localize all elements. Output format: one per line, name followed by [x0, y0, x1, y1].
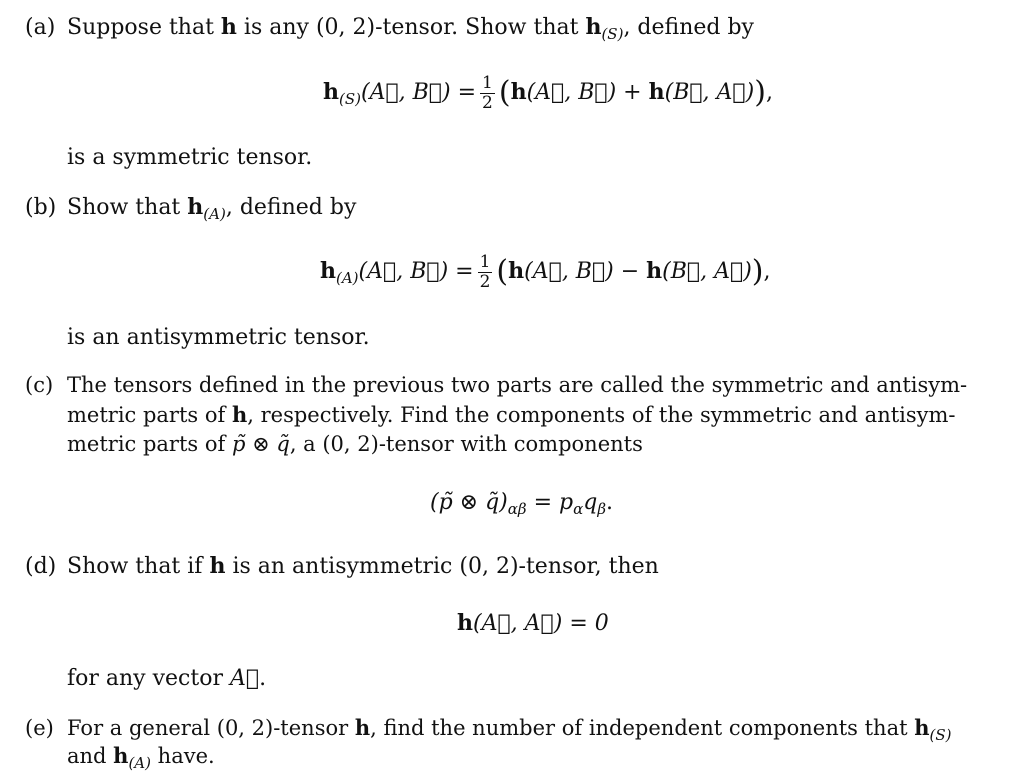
part-b-statement: (b) Show that $h_{(A)}$, defined by [25, 194, 357, 223]
part-d-equation: h(A⃗, A⃗) = 0 [457, 610, 609, 636]
part-c-line-3: metric parts of p̃ ⊗ q̃, a (0, 2)-tensor with components [67, 432, 643, 456]
part-a-equation: $h_{(S)}(A⃗$, B⃗) = $\frac{1}{2}$ (h(A⃗, B⃗) + h(B⃗, A⃗)), [323, 73, 773, 113]
part-b-equation: $h_{(A)}(A⃗$, B⃗) = $\frac{1}{2}$ (h(A⃗, B⃗) − h(B⃗, A⃗)), [320, 252, 771, 292]
part-c-line-1: (c) The tensors defined in the previous two parts are called the symmetric and antisym- [25, 373, 968, 397]
part-e-label: (e) [25, 716, 54, 740]
part-c-equation: (p̃ ⊗ $q̃)_{\alpha\beta} = p_\alpha q_\beta$. [430, 490, 613, 518]
part-e-line-1: (e) For a general (0, 2)-tensor h, find the number of independent components that $h_{(S)}$ [25, 715, 952, 744]
part-b-label: (b) [25, 195, 57, 220]
part-a-conclusion: is a symmetric tensor. [67, 145, 313, 170]
part-a-label: (a) [25, 15, 56, 40]
half-fraction: $\frac{1}{2}$ [482, 73, 493, 113]
half-fraction: $\frac{1}{2}$ [479, 252, 491, 292]
part-b-conclusion: is an antisymmetric tensor. [67, 325, 370, 350]
part-d-statement: (d) Show that if h is an antisymmetric (0, 2)-tensor, then [25, 553, 659, 579]
part-e-line-2: and $h_{(A)}$ have. [67, 743, 215, 772]
part-c-label: (c) [25, 373, 54, 397]
part-d-conclusion: for any vector A⃗. [67, 666, 267, 691]
part-d-label: (d) [25, 554, 57, 579]
part-a-statement: (a) Suppose that h is any (0, 2)-tensor. Show that $h_{(S)}$, defined by [25, 14, 754, 43]
part-c-line-2: metric parts of h, respectively. Find the components of the symmetric and antisym- [67, 402, 956, 427]
